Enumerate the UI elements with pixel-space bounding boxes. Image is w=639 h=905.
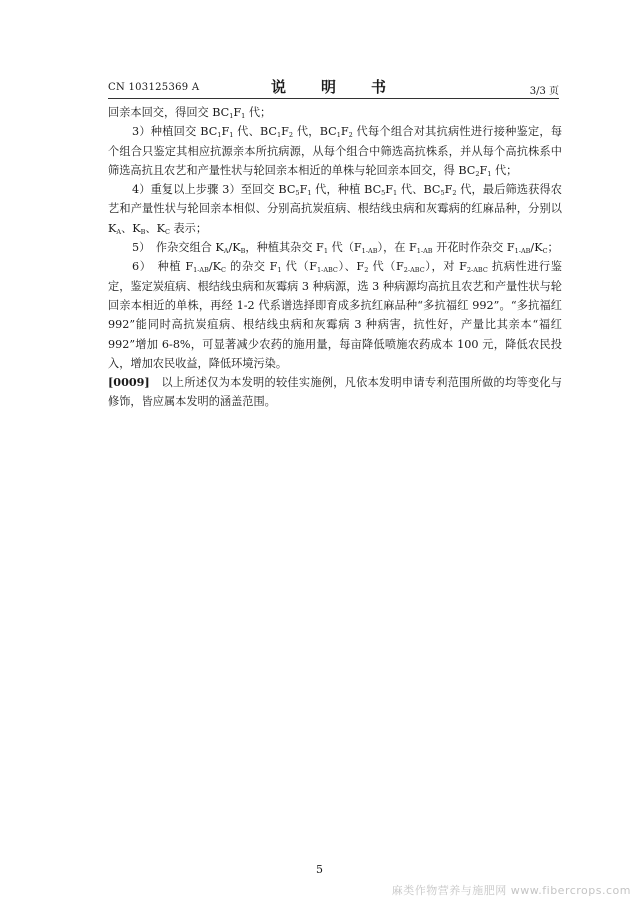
page-header — [108, 76, 559, 99]
watermark: 麻类作物营养与施肥网 www.fibercrops.com — [391, 884, 631, 897]
paragraph-number: [0009] — [108, 375, 150, 390]
paragraph-step-5: 5） 作杂交组合 $K_A/K_B$，种植其杂交 $F_1$ 代$(F_{1-AB})$，在 $F_{1-AB}$ 开花时作杂交 $F_{1-AB}/K_C$； — [132, 241, 559, 256]
page-of-count: 3/3 页 — [529, 86, 559, 97]
page-number: 5 — [316, 863, 323, 876]
patent-number: CN 103125369 A — [108, 82, 200, 93]
paragraph-0009: [0009] 以上所述仅为本发明的较佳实施例，凡依本发明申请专利范围所做的均等变化与修饰，皆应属本发明的涵盖范围。 — [108, 375, 562, 409]
paragraph-step-3: 3）种植回交 $BC_1F_1$ 代、$BC_1F_2$ 代，$BC_1F_2$ 代每个组合对其抗病性进行接种鉴定，每个组合只鉴定其相应抗源亲本所抗病源，从每个组合中筛选高抗株系，并从每个高抗株系中筛选高抗且农艺和产量性状与轮回亲本相近的单株与轮回亲本回交，得 $BC_2F_1$ 代； — [108, 125, 563, 178]
document-title: 说 明 书 — [270, 78, 396, 96]
paragraph-0: 回亲本回交，得回交 $BC_1F_1$ 代； — [108, 106, 272, 120]
document-body — [108, 103, 562, 412]
paragraph-step-4: 4）重复以上步骤 3）至回交 $BC_5F_1$ 代，种植 $BC_5F_1$ 代、$BC_5F_2$ 代，最后筛选获得农艺和产量性状与轮回亲本相似、分别高抗炭疽病、根结线虫病和灰霉病的红麻品种，分别以 $K_A$、$K_B$、$K_C$ 表示； — [108, 183, 562, 236]
paragraph-step-6: 6） 种植 $F_{1-AB}/K_C$ 的杂交 $F_1$ 代$(F_{1-ABC})$、$F_2$ 代$(F_{2-ABC})$，对 $F_{2-ABC}$ 抗病性进行鉴定，鉴定炭疽病、根结线虫病和灰霉病 3 种病源，选 3 种病源均高抗且农艺和产量性状与轮回亲本相近的单株，再经 1-2 代系谱选择即育成多抗红麻品种“多抗福红 992”。“多抗福红 992”能同时高抗炭疽病、根结线虫病和灰霉病 3 种病害，抗性好，产量比其亲本“福红 992”增加 6-8%，可显著减少农药的施用量，每亩降低喷施农药成本 100 元，降低农民投入，增加农民收益，降低环境污染。 — [108, 260, 562, 370]
